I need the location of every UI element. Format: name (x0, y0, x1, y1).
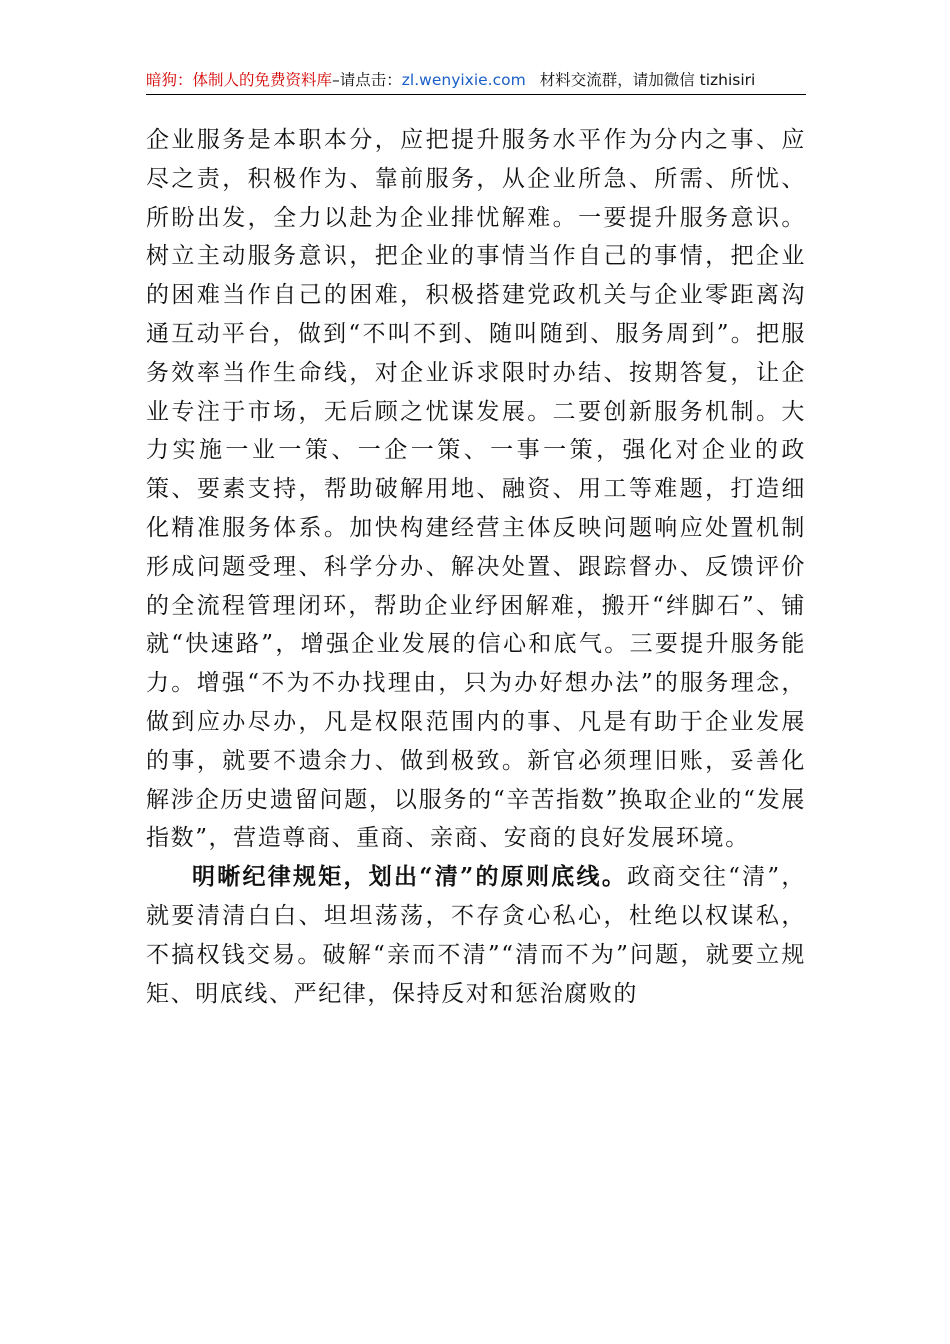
page-header (146, 66, 806, 95)
document-body (146, 121, 806, 1013)
paragraph-heading: 明晰纪律规矩，划出“清”的原则底线。 (192, 863, 628, 891)
header-group-note: 材料交流群，请加微信 tizhisiri (539, 71, 756, 89)
header-click-prompt: –请点击： (332, 71, 402, 89)
paragraph-service: 企业服务是本职本分，应把提升服务水平作为分内之事、应尽之责，积极作为、靠前服务，从企业所急、所需、所忧、所盼出发，全力以赴为企业排忧解难。一要提升服务意识。树立主动服务意识，把企业的事情当作自己的事情，把企业的困难当作自己的困难，积极搭建党政机关与企业零距离沟通互动平台，做到“不叫不到、随叫随到、服务周到”。把服务效率当作生命线，对企业诉求限时办结、按期答复，让企业专注于市场，无后顾之忧谋发展。二要创新服务机制。大力实施一业一策、一企一策、一事一策，强化对企业的政策、要素支持，帮助破解用地、融资、用工等难题，打造细化精准服务体系。加快构建经营主体反映问题响应处置机制形成问题受理、科学分办、解决处置、跟踪督办、反馈评价的全流程管理闭环，帮助企业纾困解难，搬开“绊脚石”、铺就“快速路”，增强企业发展的信心和底气。三要提升服务能力。增强“不为不办找理由，只为办好想办法”的服务理念，做到应办尽办，凡是权限范围内的事、凡是有助于企业发展的事，就要不遗余力、做到极致。新官必须理旧账，妥善化解涉企历史遗留问题，以服务的“辛苦指数”换取企业的“发展指数”，营造尊商、重商、亲商、安商的良好发展环境。 (146, 127, 806, 852)
paragraph-text: 政商交往“清”，就要清清白白、坦坦荡荡，不存贪心私心，杜绝以权谋私，不搞权钱交易。破解“亲而不清”“清而不为”问题，就要立规矩、明底线、严纪律，保持反对和惩治腐败的 (146, 864, 806, 1007)
header-site-name: 暗狗：体制人的免费资料库 (146, 71, 333, 89)
paragraph-discipline (146, 858, 806, 1013)
header-url-link[interactable]: zl.wenyixie.com (401, 71, 526, 89)
